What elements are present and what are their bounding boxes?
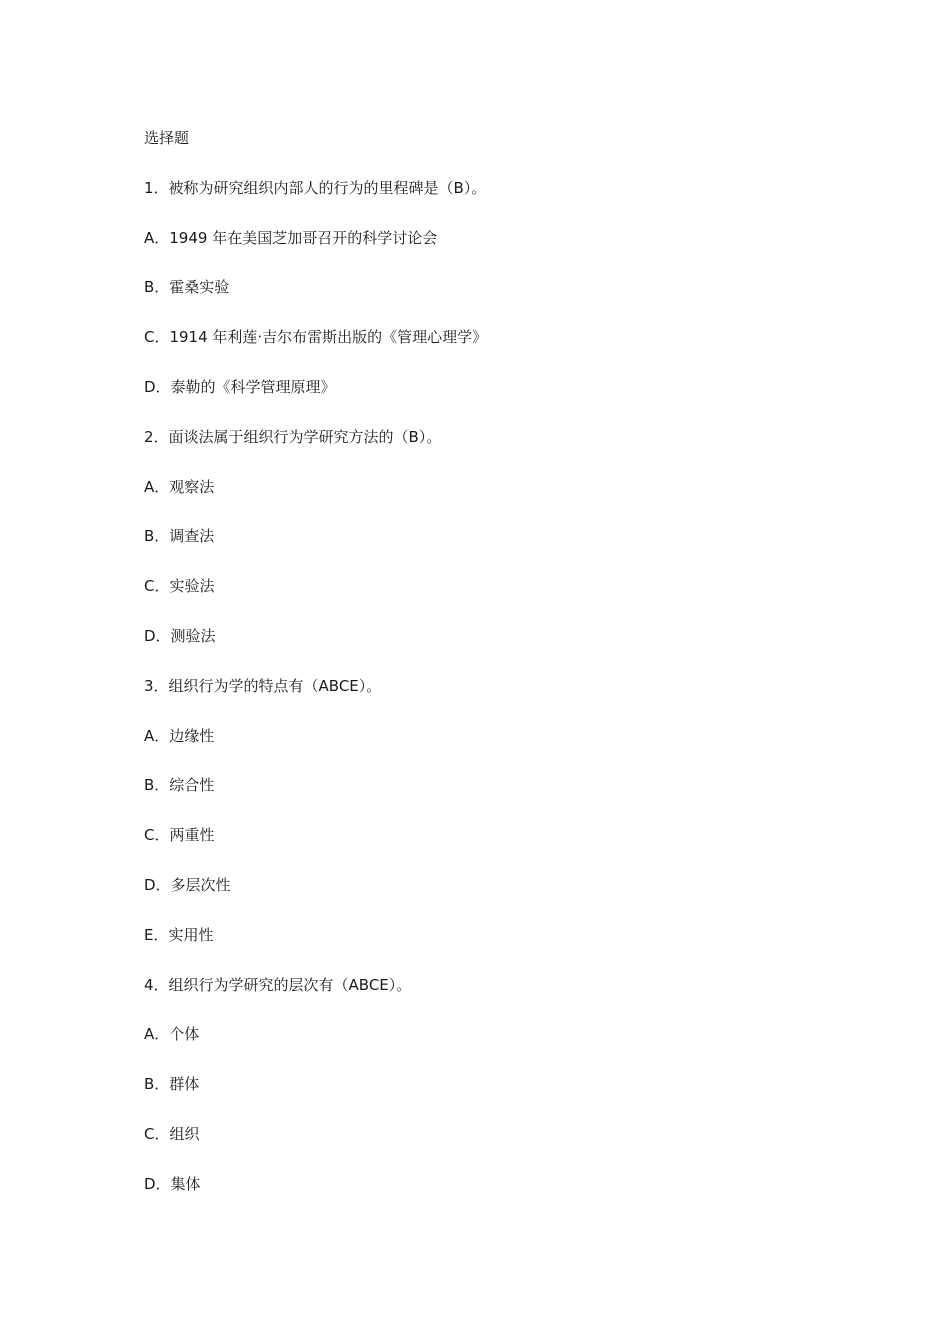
question-4-option-a: A．个体	[144, 1025, 200, 1044]
question-4: 4．组织行为学研究的层次有（ABCE）。	[144, 975, 412, 994]
question-1-option-b: B．霍桑实验	[144, 278, 230, 297]
question-2-option-c: C．实验法	[144, 577, 215, 596]
question-3-option-c: C．两重性	[144, 826, 215, 845]
question-3-option-e: E．实用性	[144, 925, 214, 944]
question-4-option-b: B．群体	[144, 1075, 200, 1094]
question-4-option-d: D．集体	[144, 1174, 201, 1193]
question-2-option-a: A．观察法	[144, 477, 215, 496]
question-2-option-b: B．调查法	[144, 527, 215, 546]
question-4-option-c: C．组织	[144, 1124, 200, 1143]
question-2: 2．面谈法属于组织行为学研究方法的（B）。	[144, 427, 442, 446]
question-3: 3．组织行为学的特点有（ABCE）。	[144, 676, 382, 695]
question-1-option-c: C．1914 年利莲·吉尔布雷斯出版的《管理心理学》	[144, 328, 488, 347]
question-3-option-b: B．综合性	[144, 776, 215, 795]
document-content	[144, 126, 824, 1222]
section-heading: 选择题	[144, 129, 190, 147]
question-3-option-d: D．多层次性	[144, 875, 231, 894]
question-3-option-a: A．边缘性	[144, 726, 215, 745]
question-1-option-a: A．1949 年在美国芝加哥召开的科学讨论会	[144, 228, 438, 247]
question-1: 1．被称为研究组织内部人的行为的里程碑是（B）。	[144, 178, 487, 197]
question-2-option-d: D．测验法	[144, 626, 216, 645]
question-1-option-d: D．泰勒的《科学管理原理》	[144, 377, 336, 396]
